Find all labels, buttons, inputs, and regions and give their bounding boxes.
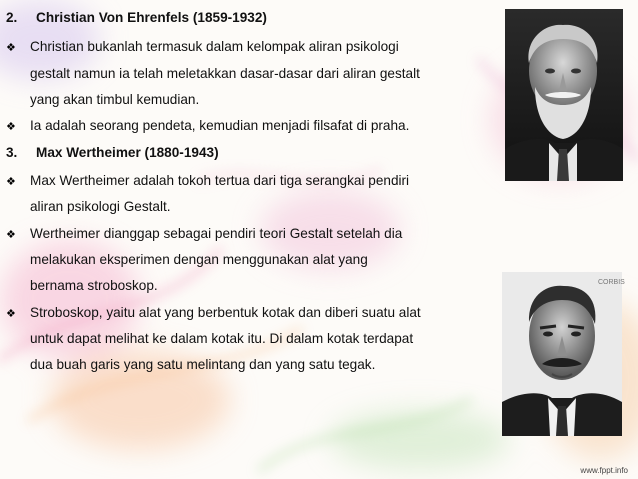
bullet-text: Ia adalah seorang pendeta, kemudian menjadi filsafat di praha. <box>30 118 410 133</box>
bullet-continuation: dua buah garis yang satu melintang dan yang satu tegak. <box>30 357 376 372</box>
heading-text: Max Wertheimer (1880-1943) <box>36 145 219 160</box>
photo-watermark: CORBIS <box>598 279 625 286</box>
bullet-item <box>6 304 421 323</box>
bullet-continuation: aliran psikologi Gestalt. <box>30 199 171 214</box>
portrait-wertheimer <box>502 272 625 436</box>
bullet-item <box>6 38 399 57</box>
heading-wertheimer <box>6 144 219 162</box>
bullet-item <box>6 117 409 136</box>
heading-text: Christian Von Ehrenfels (1859-1932) <box>36 10 267 25</box>
bullet-continuation: bernama stroboskop. <box>30 278 158 293</box>
bullet-continuation: yang akan timbul kemudian. <box>30 92 200 107</box>
heading-number: 3. <box>6 145 18 160</box>
heading-christian <box>6 9 267 27</box>
bullet-text: Wertheimer dianggap sebagai pendiri teori Gestalt setelah dia <box>30 226 403 241</box>
bullet-item <box>6 225 402 244</box>
diamond-bullet-icon: ❖ <box>6 42 16 54</box>
bullet-text: Stroboskop, yaitu alat yang berbentuk kotak dan diberi suatu alat <box>30 305 421 320</box>
heading-number: 2. <box>6 10 18 25</box>
bullet-text: Christian bukanlah termasuk dalam kelompak aliran psikologi <box>30 39 399 54</box>
bullet-text: Max Wertheimer adalah tokoh tertua dari tiga serangkai pendiri <box>30 173 410 188</box>
diamond-bullet-icon: ❖ <box>6 121 16 133</box>
footer-url: www.fppt.info <box>580 466 628 475</box>
diamond-bullet-icon: ❖ <box>6 229 16 241</box>
bullet-continuation: melakukan eksperimen dengan menggunakan alat yang <box>30 252 368 267</box>
bullet-item <box>6 172 409 191</box>
diamond-bullet-icon: ❖ <box>6 176 16 188</box>
portrait-ehrenfels <box>505 9 623 181</box>
bullet-continuation: untuk dapat melihat ke dalam kotak itu. Di dalam kotak terdapat <box>30 331 414 346</box>
bullet-continuation: gestalt namun ia telah meletakkan dasar-dasar dari aliran gestalt <box>30 66 420 81</box>
diamond-bullet-icon: ❖ <box>6 308 16 320</box>
